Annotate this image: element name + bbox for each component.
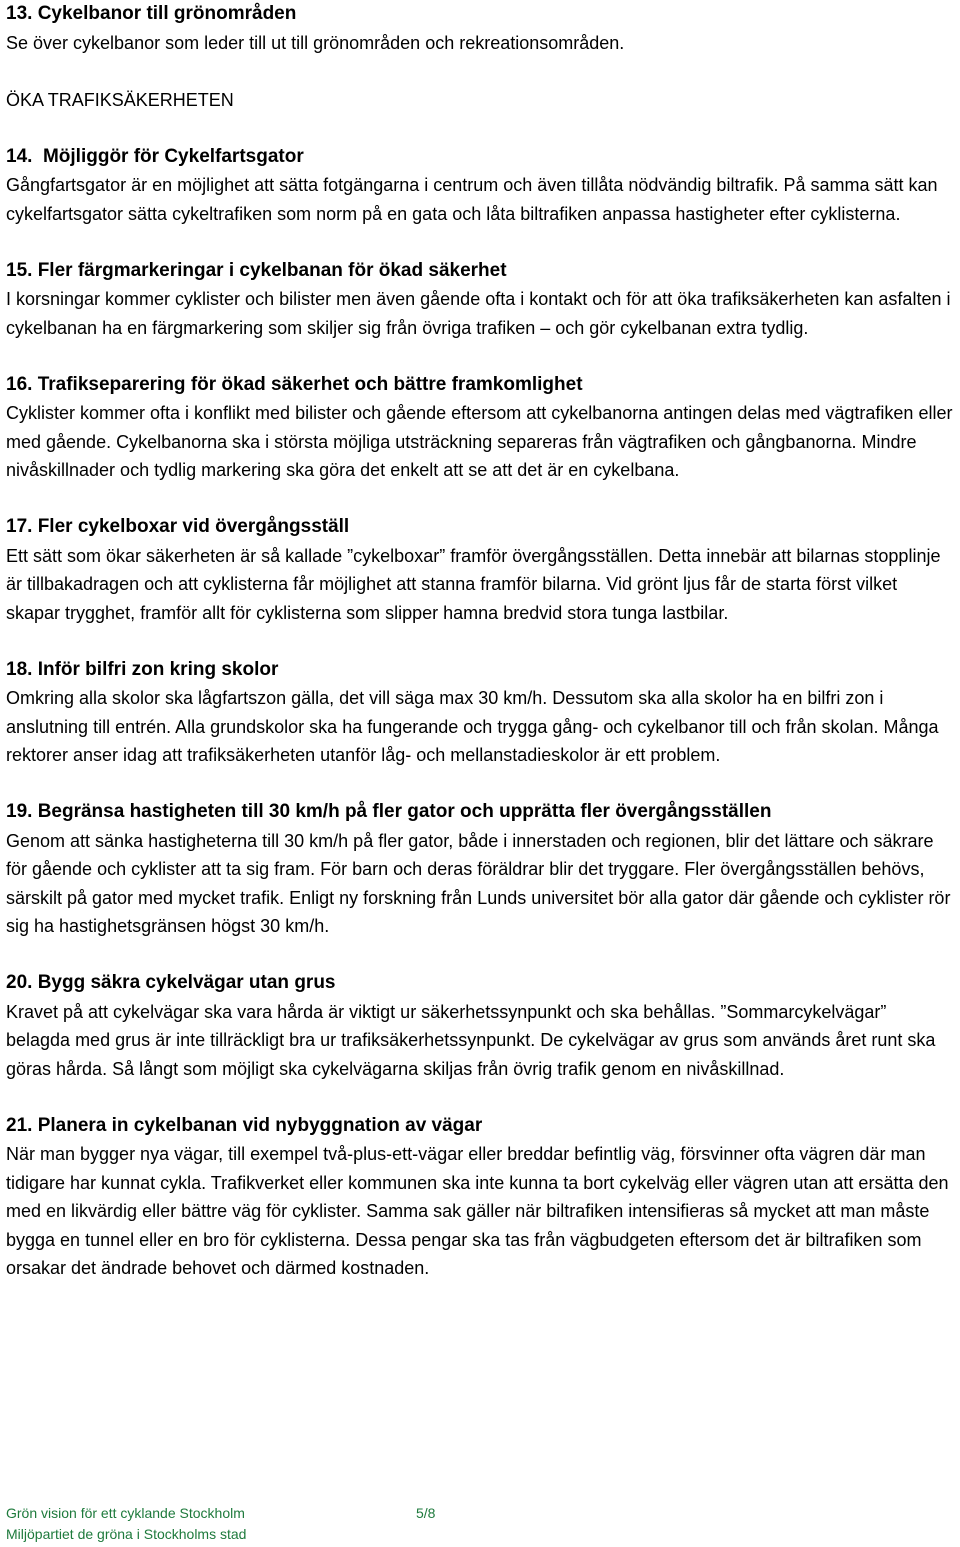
section-19 <box>6 798 954 941</box>
spacer <box>6 941 954 970</box>
section-oka-trafiksakerheten <box>6 86 954 115</box>
section-14 <box>6 143 954 229</box>
section-heading: 16. Trafikseparering för ökad säkerhet och bättre framkomlighet <box>6 373 583 395</box>
spacer <box>6 485 954 514</box>
section-heading: 17. Fler cykelboxar vid övergångsställ <box>6 516 350 537</box>
part-heading: ÖKA TRAFIKSÄKERHETEN <box>6 89 234 110</box>
page-number: 5/8 <box>416 1505 436 1521</box>
spacer <box>6 770 954 799</box>
section-body: Ett sätt som ökar säkerheten är så kallade ”cykelboxar” framför övergångsställen. Detta innebär att bilarnas stopplinje är tillbakadragen och att cyklisterna får möjlighet att stanna framför bilarna. Vid grönt ljus får de starta först vilket skapar trygghet, framför allt för cyklisterna som slipper hamna bredvid stora tunga lastbilar. <box>6 545 941 623</box>
section-heading: 20. Bygg säkra cykelvägar utan grus <box>6 972 336 993</box>
section-body: Omkring alla skolor ska lågfartszon gälla, det vill säga max 30 km/h. Dessutom ska alla skolor ha en bilfri zon i anslutning till entrén. Alla grundskolor ska ha fungerande och trygga gång- och cykelbanor till och från skolan. Många rektorer anser idag att trafiksäkerheten utanför låg- och mellanstadieskolor är ett problem. <box>6 688 939 765</box>
spacer <box>6 627 954 656</box>
section-heading: 18. Inför bilfri zon kring skolor <box>6 658 279 680</box>
footer-row <box>6 1503 706 1524</box>
spacer <box>6 228 954 257</box>
section-13 <box>6 0 954 57</box>
section-20 <box>6 969 954 1083</box>
section-body: I korsningar kommer cyklister och bilister men även gående ofta i kontakt och för att öka trafiksäkerheten kan asfalten i cykelbanan ha en färgmarkering som skiljer sig från övriga trafiken – och gör cykelbanan extra tydlig. <box>6 289 951 338</box>
spacer <box>6 114 954 143</box>
section-18 <box>6 656 954 770</box>
section-16 <box>6 371 954 485</box>
section-body: Genom att sänka hastigheterna till 30 km/h på fler gator, både i innerstaden och regionen, blir det lättare och säkrare för gående och cyklister att ta sig fram. För barn och deras föräldrar blir det tryggare. Fler övergångsställen behövs, särskilt på gator med mycket trafik. Enligt ny forskning från Lunds universitet bör alla gator där gående och cyklister rör sig ha hastighetsgränsen högst 30 km/h. <box>6 830 951 936</box>
section-15 <box>6 257 954 343</box>
section-heading: 13. Cykelbanor till grönområden <box>6 3 297 24</box>
section-body: Kravet på att cykelvägar ska vara hårda är viktigt ur säkerhetssynpunkt och ska behållas. ”Sommarcykelvägar” belagda med grus är inte tillräckligt bra ur trafiksäkerhetssynpunkt. De cykelvägar av grus som används året runt ska göras hårda. Så långt som möjligt ska cykelvägarna skiljas från övrig trafik genom en nivåskillnad. <box>6 1001 936 1079</box>
section-heading: 21. Planera in cykelbanan vid nybyggnation av vägar <box>6 1114 483 1136</box>
footer-organization: Miljöpartiet de gröna i Stockholms stad <box>6 1526 247 1542</box>
section-body: Se över cykelbanor som leder till ut till grönområden och rekreationsområden. <box>6 32 625 53</box>
section-body: När man bygger nya vägar, till exempel två-plus-ett-vägar eller breddar befintlig väg, försvinner ofta vägren där man tidigare har kunnat cykla. Trafikverket eller kommunen ska inte kunna ta bort cykelväg eller vägren utan att ersätta den med en likvärdig eller bättre väg för cyklister. Samma sak gäller när biltrafiken intensifieras så mycket att man måste bygga en tunnel eller en bro för cyklisterna. Dessa pengar ska tas från vägbudgeten eftersom det är biltrafiken som orsakar det ändrade behovet och därmed kostnaden. <box>6 1144 949 1278</box>
spacer <box>6 57 954 86</box>
document-content <box>6 0 954 1283</box>
spacer <box>6 342 954 371</box>
section-17 <box>6 513 954 627</box>
page-footer <box>6 1503 706 1545</box>
spacer <box>6 1083 954 1112</box>
section-heading: 14. Möjliggör för Cykelfartsgator <box>6 145 304 167</box>
section-21 <box>6 1112 954 1283</box>
section-body: Cyklister kommer ofta i konflikt med bilister och gående eftersom att cykelbanorna antingen delas med vägtrafiken eller med gående. Cykelbanorna ska i största möjliga utsträckning separeras från vägtrafiken och gångbanorna. Mindre nivåskillnader och tydlig markering ska göra det enkelt att se att det är en cykelbana. <box>6 403 953 480</box>
footer-title: Grön vision för ett cyklande Stockholm <box>6 1505 245 1521</box>
section-heading: 15. Fler färgmarkeringar i cykelbanan för ökad säkerhet <box>6 259 507 281</box>
footer-row <box>6 1524 706 1545</box>
section-body: Gångfartsgator är en möjlighet att sätta fotgängarna i centrum och även tillåta nödvändig biltrafik. På samma sätt kan cykelfartsgator sätta cykeltrafiken som norm på en gata och låta biltrafiken anpassa hastigheter efter cyklisterna. <box>6 175 938 224</box>
section-heading: 19. Begränsa hastigheten till 30 km/h på fler gator och upprätta fler övergångsställen <box>6 801 772 822</box>
